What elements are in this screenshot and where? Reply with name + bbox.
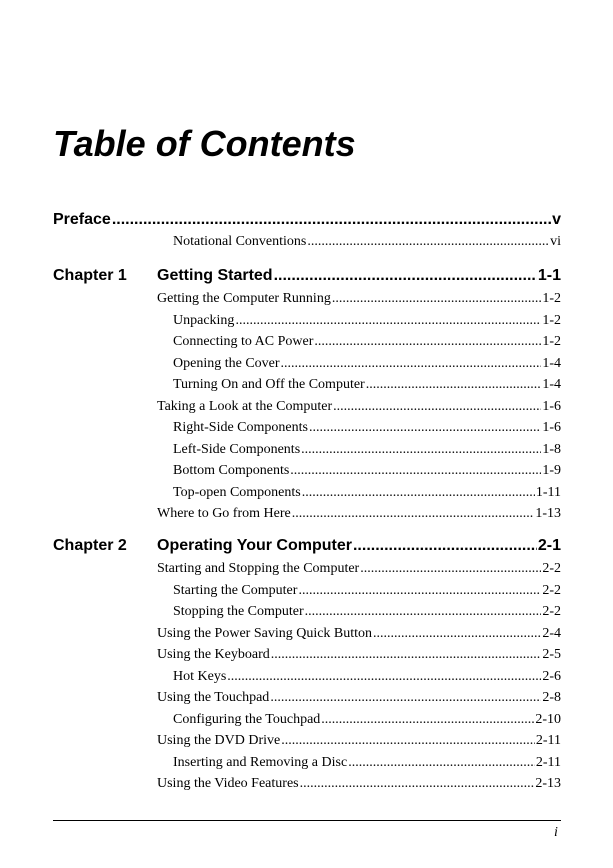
dot-leader [307, 234, 549, 250]
toc-page-number: 1-4 [542, 356, 561, 371]
chapter-title: Operating Your Computer [157, 537, 352, 554]
toc-entry[interactable] [173, 377, 561, 393]
toc-entry[interactable] [157, 506, 561, 522]
toc-entry[interactable] [157, 561, 561, 577]
dot-leader [281, 356, 542, 372]
toc-page-number: 1-13 [535, 506, 561, 521]
toc-page-number: 1-6 [542, 399, 561, 414]
dot-leader [348, 755, 535, 771]
toc-entry[interactable] [157, 647, 561, 663]
toc-entry[interactable] [173, 442, 561, 458]
toc-page-number: 1-6 [542, 420, 561, 435]
dot-leader [333, 399, 541, 415]
toc-entry[interactable] [157, 291, 561, 307]
toc-entry-label: Opening the Cover [173, 356, 280, 371]
toc-page-number: 2-13 [535, 776, 561, 791]
toc-entry-label: Right-Side Components [173, 420, 308, 435]
dot-leader [305, 604, 542, 620]
toc-entry-label: Starting the Computer [173, 583, 298, 598]
footer-rule [53, 820, 561, 821]
toc-entry[interactable] [173, 755, 561, 771]
toc-entry[interactable] [173, 334, 561, 350]
toc-entry[interactable] [173, 234, 561, 250]
toc-entry-label: Unpacking [173, 313, 235, 328]
toc-chapter-heading[interactable] [157, 267, 561, 285]
toc-page-number: 2-5 [542, 647, 561, 662]
dot-leader [366, 377, 542, 393]
toc-entry[interactable] [157, 776, 561, 792]
dot-leader [112, 211, 551, 229]
dot-leader [353, 537, 537, 555]
toc-entry[interactable] [173, 712, 561, 728]
toc-chapter-heading[interactable] [157, 537, 561, 555]
toc-entry-label: Hot Keys [173, 669, 227, 684]
toc-entry-label: Notational Conventions [173, 234, 307, 249]
toc-page-number: v [552, 211, 561, 228]
toc-entry-label: Using the Video Features [157, 776, 299, 791]
dot-leader [274, 267, 537, 285]
toc-page-number: 2-1 [537, 537, 561, 554]
toc-page-number: 2-10 [535, 712, 561, 727]
dot-leader [301, 442, 541, 458]
chapter-label: Chapter 2 [53, 537, 127, 554]
toc-page-number: 1-1 [537, 267, 561, 284]
toc-entry-label: Turning On and Off the Computer [173, 377, 365, 392]
dot-leader [235, 313, 541, 329]
toc-page-number: 2-2 [542, 583, 561, 598]
toc-page-number: 2-8 [542, 690, 561, 705]
toc-entry-label: Getting the Computer Running [157, 291, 331, 306]
toc-entry[interactable] [173, 356, 561, 372]
toc-entry[interactable] [173, 669, 561, 685]
toc-entry[interactable] [173, 583, 561, 599]
toc-entry[interactable] [173, 604, 561, 620]
toc-entry[interactable] [157, 733, 561, 749]
toc-entry-label: Preface [53, 211, 111, 228]
dot-leader [332, 291, 542, 307]
toc-page-number: 1-9 [542, 463, 561, 478]
toc-entry-label: Using the Power Saving Quick Button [157, 626, 373, 641]
toc-entry-label: Top-open Components [173, 485, 301, 500]
toc-entry-label: Taking a Look at the Computer [157, 399, 333, 414]
toc-entry-label: Connecting to AC Power [173, 334, 314, 349]
toc-page-number: 1-2 [542, 313, 561, 328]
dot-leader [321, 712, 534, 728]
toc-page-number: 2-4 [542, 626, 561, 641]
chapter-title: Getting Started [157, 267, 273, 284]
dot-leader [292, 506, 535, 522]
toc-entry[interactable] [173, 420, 561, 436]
dot-leader [271, 647, 542, 663]
toc-entry[interactable] [173, 485, 561, 501]
toc-page-number: 2-2 [542, 561, 561, 576]
toc-entry-label: Stopping the Computer [173, 604, 304, 619]
dot-leader [360, 561, 541, 577]
toc-entry-label: Bottom Components [173, 463, 290, 478]
toc-entry-label: Where to Go from Here [157, 506, 291, 521]
toc-page-number: 1-4 [542, 377, 561, 392]
toc-entry-label: Starting and Stopping the Computer [157, 561, 360, 576]
toc-page-number: 2-6 [542, 669, 561, 684]
dot-leader [281, 733, 535, 749]
toc-page-number: 1-2 [542, 334, 561, 349]
dot-leader [314, 334, 541, 350]
dot-leader [302, 485, 535, 501]
toc-entry[interactable] [157, 626, 561, 642]
toc-entry-label: Configuring the Touchpad [173, 712, 321, 727]
page-title: Table of Contents [53, 123, 356, 164]
toc-entry-preface[interactable] [53, 211, 561, 229]
toc-entry[interactable] [157, 399, 561, 415]
toc-entry-label: Left-Side Components [173, 442, 301, 457]
toc-page-number: 2-11 [535, 733, 561, 748]
toc-entry[interactable] [173, 463, 561, 479]
dot-leader [373, 626, 541, 642]
toc-entry-label: Inserting and Removing a Disc [173, 755, 348, 770]
toc-entry-label: Using the Keyboard [157, 647, 270, 662]
toc-page-number: vi [550, 234, 561, 249]
dot-leader [300, 776, 535, 792]
toc-page-number: 2-2 [542, 604, 561, 619]
chapter-label: Chapter 1 [53, 267, 127, 284]
dot-leader [270, 690, 541, 706]
dot-leader [309, 420, 541, 436]
toc-page-number: 2-11 [535, 755, 561, 770]
toc-page-number: 1-11 [535, 485, 561, 500]
toc-entry-label: Using the DVD Drive [157, 733, 281, 748]
toc-entry-label: Using the Touchpad [157, 690, 270, 705]
toc-entry[interactable] [157, 690, 561, 706]
page-number: i [554, 825, 558, 840]
dot-leader [290, 463, 541, 479]
toc-entry[interactable] [173, 313, 561, 329]
dot-leader [298, 583, 541, 599]
dot-leader [227, 669, 541, 685]
toc-page-number: 1-2 [542, 291, 561, 306]
toc-page-number: 1-8 [542, 442, 561, 457]
